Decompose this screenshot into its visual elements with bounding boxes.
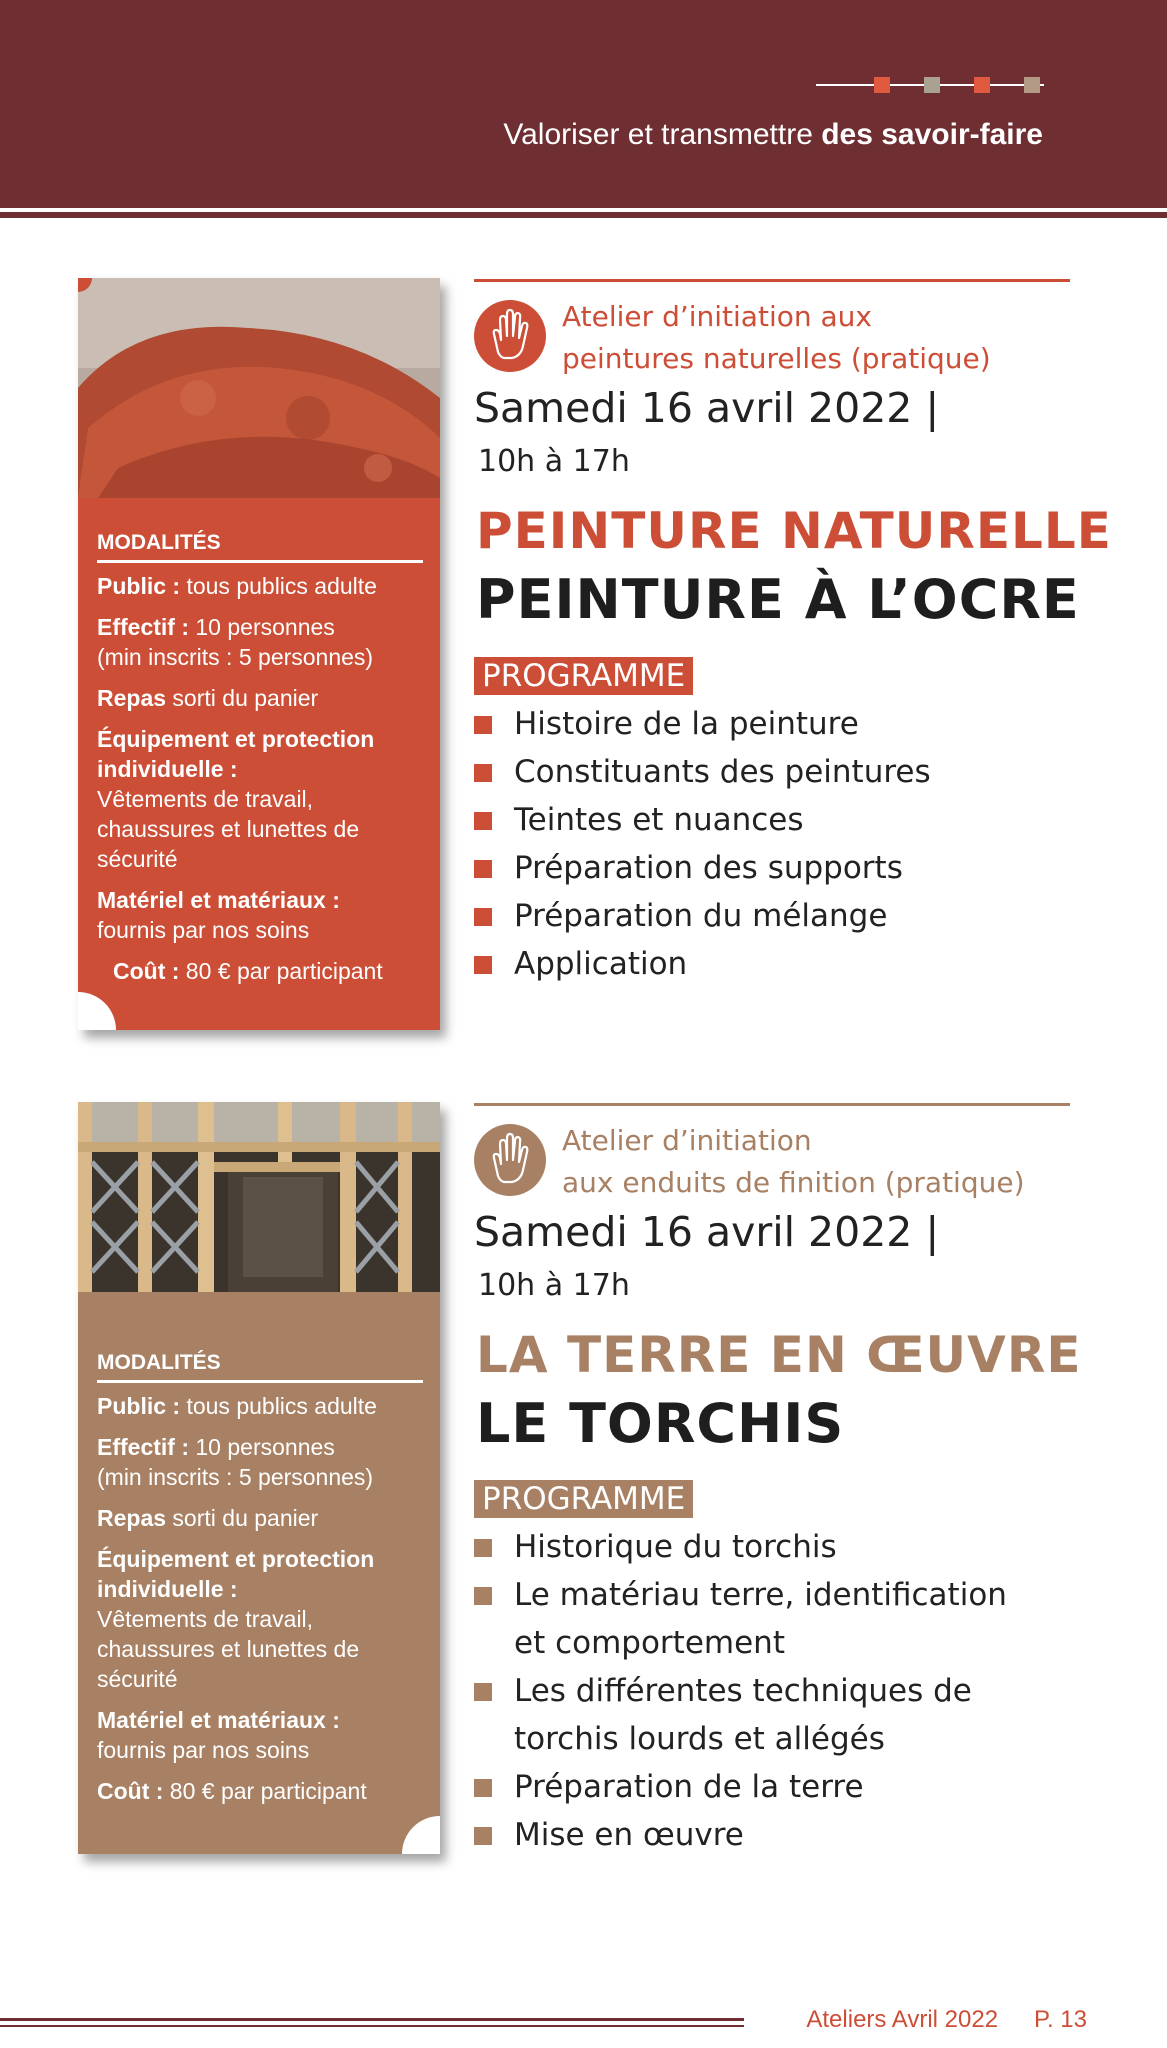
square-bullet-icon	[474, 1683, 492, 1701]
header-underline	[0, 212, 1167, 218]
header-decoration	[816, 77, 1044, 93]
modal-public: Public : tous publics adulte	[97, 573, 377, 599]
deco-square	[924, 77, 940, 93]
programme-item: Constituants des peintures	[474, 748, 1094, 796]
programme-item: Histoire de la peinture	[474, 700, 1094, 748]
header-tagline	[503, 118, 1043, 152]
tagline-bold: des savoir-faire	[821, 118, 1043, 151]
deco-square	[974, 77, 990, 93]
programme-item: Les différentes techniques de torchis lourds et allégés	[474, 1667, 1094, 1763]
modal-materiel: Matériel et matériaux : fournis par nos soins	[97, 1707, 340, 1763]
programme-label: PROGRAMME	[474, 657, 693, 695]
modal-materiel: Matériel et matériaux : fournis par nos soins	[97, 887, 340, 943]
modal-repas: Repas sorti du panier	[97, 1505, 319, 1531]
square-bullet-icon	[474, 764, 492, 782]
square-bullet-icon	[474, 716, 492, 734]
workshop-title-1: LA TERRE EN ŒUVRE	[476, 1326, 1082, 1384]
workshop-hours: 10h à 17h	[478, 444, 630, 479]
modal-public: Public : tous publics adulte	[97, 1393, 377, 1419]
footer-rule	[0, 2025, 744, 2027]
modal-effectif: Effectif : 10 personnes (min inscrits : 5 personnes)	[97, 1434, 374, 1490]
square-bullet-icon	[474, 860, 492, 878]
page-number: P. 13	[1034, 2006, 1087, 2033]
workshop-title-2: PEINTURE À L’OCRE	[476, 568, 1080, 631]
hand-icon	[474, 1124, 546, 1196]
workshop-hours: 10h à 17h	[478, 1268, 630, 1303]
modalites-title: MODALITÉS	[97, 1348, 423, 1383]
square-bullet-icon	[474, 908, 492, 926]
modalites-block	[97, 528, 423, 997]
deco-square	[874, 77, 890, 93]
square-bullet-icon	[474, 1539, 492, 1557]
square-bullet-icon	[474, 956, 492, 974]
modalites-title: MODALITÉS	[97, 528, 423, 563]
card-notch	[78, 992, 116, 1030]
hand-icon	[474, 300, 546, 372]
modal-effectif: Effectif : 10 personnes (min inscrits : 5 personnes)	[97, 614, 374, 670]
workshop-date: Samedi 16 avril 2022 |	[474, 1208, 940, 1256]
modalites-card-1	[78, 278, 440, 1030]
programme-item: Préparation du mélange	[474, 892, 1094, 940]
header-band	[0, 0, 1167, 208]
footer-rule	[0, 2018, 744, 2021]
programme-item: Préparation de la terre	[474, 1763, 1094, 1811]
programme-item: Mise en œuvre	[474, 1811, 1094, 1859]
square-bullet-icon	[474, 1827, 492, 1845]
deco-square	[1024, 77, 1040, 93]
modal-equipement: Équipement et protection individuelle : Vêtements de travail, chaussures et lunettes de sécurité	[97, 1546, 375, 1692]
tagline-light: Valoriser et transmettre	[503, 118, 822, 151]
programme-label: PROGRAMME	[474, 1480, 693, 1518]
section-rule	[474, 1103, 1070, 1106]
square-bullet-icon	[474, 1779, 492, 1797]
modal-repas: Repas sorti du panier	[97, 685, 319, 711]
workshop-title-2: LE TORCHIS	[476, 1392, 845, 1455]
programme-item: Préparation des supports	[474, 844, 1094, 892]
workshop-title-1: PEINTURE NATURELLE	[476, 502, 1112, 560]
square-bullet-icon	[474, 1587, 492, 1605]
modalites-card-2	[78, 1102, 440, 1854]
card-notch	[402, 1816, 440, 1854]
programme-list	[474, 700, 1094, 988]
programme-list	[474, 1523, 1094, 1859]
programme-item: Teintes et nuances	[474, 796, 1094, 844]
footer-label: Ateliers Avril 2022	[806, 2006, 999, 2033]
workshop-date: Samedi 16 avril 2022 |	[474, 384, 940, 432]
timber-frame-photo	[78, 1102, 440, 1292]
modal-equipement: Équipement et protection individuelle : Vêtements de travail, chaussures et lunettes de sécurité	[97, 726, 375, 872]
programme-item: Le matériau terre, identification et comportement	[474, 1571, 1094, 1667]
modal-cout: Coût : 80 € par participant	[113, 958, 383, 984]
footer	[806, 2006, 1087, 2034]
atelier-subtitle: Atelier d’initiation aux peintures naturelles (pratique)	[562, 300, 991, 375]
modalites-block	[97, 1348, 423, 1817]
ochre-pigment-photo	[78, 278, 440, 498]
programme-item: Historique du torchis	[474, 1523, 1094, 1571]
section-rule	[474, 279, 1070, 282]
square-bullet-icon	[474, 812, 492, 830]
programme-item: Application	[474, 940, 1094, 988]
atelier-subtitle: Atelier d’initiation aux enduits de finition (pratique)	[562, 1124, 1025, 1199]
modal-cout: Coût : 80 € par participant	[97, 1778, 367, 1804]
